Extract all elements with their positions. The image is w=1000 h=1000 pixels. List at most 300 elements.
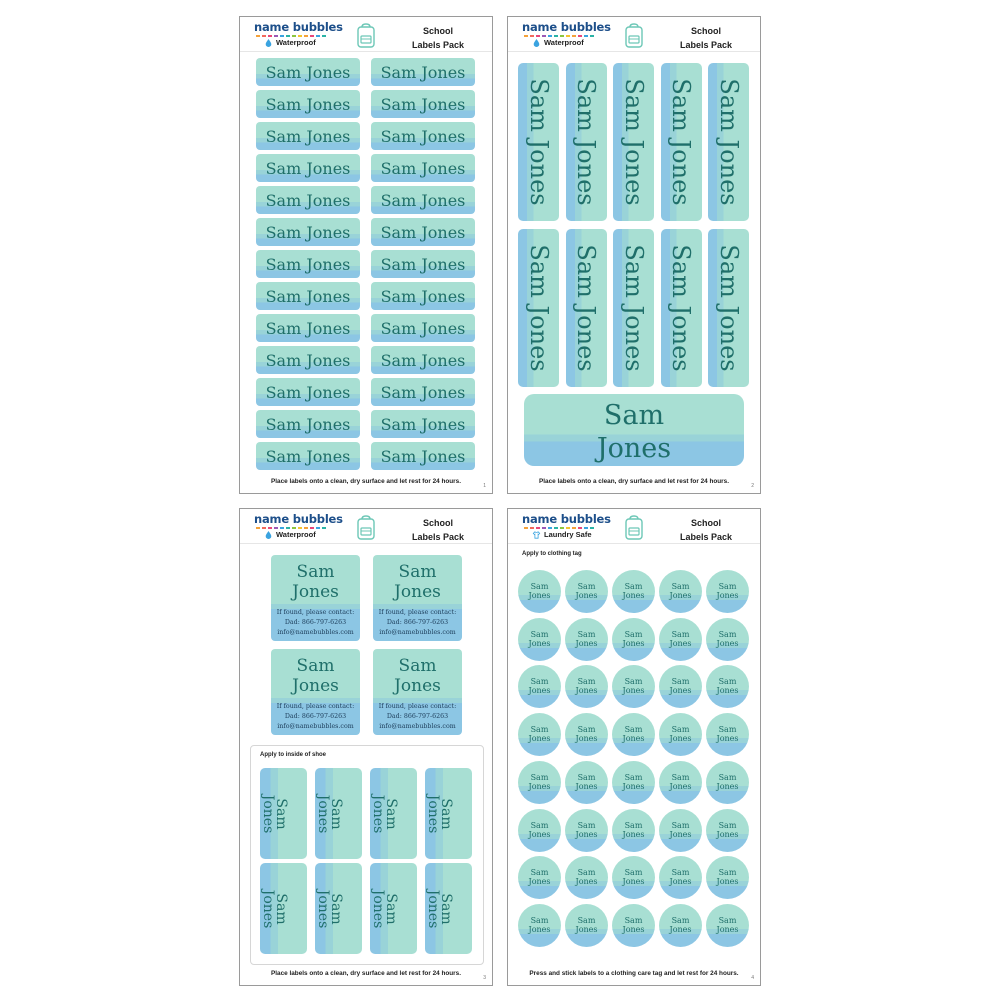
round-label-first: Sam	[577, 725, 596, 735]
name-label-text: Sam Jones	[265, 158, 351, 178]
large-label-first: Sam	[603, 400, 665, 431]
vertical-name-label	[708, 63, 749, 221]
round-label-last: Jones	[528, 781, 551, 791]
contact-email: info@namebubbles.com	[277, 723, 354, 730]
shoe-label-first: Sam	[328, 797, 344, 830]
shoe-instruction: Apply to inside of shoe	[260, 752, 327, 758]
brand-dot	[578, 527, 582, 529]
round-label-last: Jones	[575, 924, 598, 934]
contact-label	[271, 649, 360, 735]
round-clothing-label	[612, 809, 655, 852]
contact-email: info@namebubbles.com	[379, 629, 456, 636]
round-label-first: Sam	[718, 629, 737, 639]
round-clothing-label	[659, 809, 702, 852]
round-label-first: Sam	[718, 772, 737, 782]
round-label-last: Jones	[575, 829, 598, 839]
round-clothing-label	[518, 618, 561, 661]
round-clothing-label	[518, 665, 561, 708]
vertical-name-label	[708, 229, 749, 387]
vertical-label-text: Sam Jones	[619, 78, 648, 206]
brand-dot	[560, 35, 564, 37]
water-drop-icon	[264, 531, 273, 539]
round-label-last: Jones	[669, 877, 692, 887]
round-clothing-label	[565, 761, 608, 804]
round-label-last: Jones	[528, 924, 551, 934]
contact-phone: Dad: 866-797-6263	[386, 713, 449, 720]
name-label	[371, 410, 475, 438]
brand-dot	[256, 35, 260, 37]
round-clothing-label	[612, 761, 655, 804]
round-label-first: Sam	[671, 582, 690, 591]
round-label-first: Sam	[624, 725, 643, 735]
brand-logo	[522, 20, 611, 47]
round-clothing-label	[518, 856, 561, 899]
name-label	[256, 250, 360, 278]
round-label-last: Jones	[622, 591, 645, 600]
round-label-first: Sam	[671, 725, 690, 735]
round-label-last: Jones	[716, 686, 739, 696]
brand-dot	[286, 35, 290, 37]
brand-dot	[274, 35, 278, 37]
feature-badge	[264, 38, 343, 47]
round-label-first: Sam	[530, 629, 549, 639]
round-clothing-label	[706, 570, 749, 613]
name-label-text: Sam Jones	[380, 94, 466, 114]
feature-badge	[532, 530, 611, 539]
vertical-name-label	[613, 63, 654, 221]
sheet-title-line1: School	[690, 26, 721, 36]
name-label	[256, 410, 360, 438]
round-clothing-label	[612, 856, 655, 899]
feature-badge-text: Waterproof	[276, 530, 316, 539]
large-label-last: Jones	[596, 433, 672, 464]
round-label-first: Sam	[624, 629, 643, 639]
contact-line: If found, please contact:	[378, 703, 457, 710]
shoe-label-first: Sam	[438, 892, 454, 925]
round-label-last: Jones	[716, 924, 739, 934]
brand-dot	[274, 527, 278, 529]
brand-dots	[256, 527, 343, 529]
round-label-first: Sam	[671, 820, 690, 830]
vertical-name-label	[661, 229, 702, 387]
brand-dot	[292, 527, 296, 529]
round-label-last: Jones	[669, 591, 692, 600]
name-label-text: Sam Jones	[380, 62, 466, 82]
round-clothing-label	[565, 809, 608, 852]
contact-label-last: Jones	[292, 676, 339, 696]
round-label-last: Jones	[528, 734, 551, 744]
round-label-first: Sam	[530, 915, 549, 925]
contact-info	[373, 702, 462, 732]
name-label	[371, 250, 475, 278]
round-label-first: Sam	[718, 677, 737, 687]
round-label-first: Sam	[718, 868, 737, 878]
feature-badge	[532, 38, 611, 47]
round-clothing-label	[659, 618, 702, 661]
round-label-first: Sam	[718, 725, 737, 735]
water-drop-icon	[264, 39, 273, 47]
name-label	[371, 218, 475, 246]
round-clothing-label	[659, 713, 702, 756]
contact-label-last: Jones	[394, 582, 441, 602]
contact-label-first: Sam	[296, 656, 335, 676]
vertical-label-text: Sam Jones	[667, 244, 695, 372]
name-label-text: Sam Jones	[265, 286, 351, 306]
sheet-header	[508, 17, 760, 52]
brand-dot	[554, 35, 558, 37]
brand-dot	[280, 35, 284, 37]
vertical-label-text: Sam Jones	[714, 244, 743, 372]
round-label-first: Sam	[718, 820, 737, 830]
name-label	[371, 154, 475, 182]
name-label-text: Sam Jones	[380, 350, 466, 370]
round-label-first: Sam	[624, 820, 643, 830]
page-number: 3	[483, 975, 486, 981]
brand-dot	[298, 35, 302, 37]
brand-dot	[292, 35, 296, 37]
contact-email: info@namebubbles.com	[379, 723, 456, 730]
round-label-first: Sam	[671, 868, 690, 878]
shoe-label-first: Sam	[383, 892, 399, 925]
round-label-first: Sam	[577, 582, 596, 591]
round-label-last: Jones	[669, 924, 692, 934]
name-label-text: Sam Jones	[265, 414, 351, 434]
round-clothing-label	[659, 761, 702, 804]
round-label-last: Jones	[622, 877, 645, 887]
brand-dot	[268, 35, 272, 37]
sheet-title	[398, 516, 478, 544]
feature-badge-text: Waterproof	[276, 38, 316, 47]
feature-badge-text: Laundry Safe	[544, 530, 592, 539]
shoe-label-last: Jones	[315, 889, 331, 928]
sheet-footer: Place labels onto a clean, dry surface and let rest for 24 hours.	[270, 970, 461, 977]
brand-dot	[298, 527, 302, 529]
brand-name: name bubbles	[254, 512, 343, 526]
round-label-last: Jones	[622, 924, 645, 934]
brand-dot	[268, 527, 272, 529]
vertical-label-text: Sam Jones	[524, 244, 553, 372]
name-label	[371, 282, 475, 310]
name-label-text: Sam Jones	[380, 318, 466, 338]
shoe-label-last: Jones	[260, 794, 276, 833]
brand-name: name bubbles	[522, 20, 611, 34]
round-label-last: Jones	[622, 686, 645, 696]
name-label	[256, 58, 360, 86]
shoe-label-first: Sam	[273, 892, 289, 925]
brand-dots	[524, 35, 611, 37]
name-label	[256, 442, 360, 470]
round-label-last: Jones	[716, 734, 739, 744]
sheet-title-line2: Labels Pack	[679, 532, 733, 542]
round-clothing-label	[659, 570, 702, 613]
brand-dot	[590, 527, 594, 529]
name-label	[256, 378, 360, 406]
round-label-last: Jones	[575, 734, 598, 744]
round-label-first: Sam	[577, 915, 596, 925]
sheet-title	[666, 24, 746, 52]
name-label-text: Sam Jones	[380, 414, 466, 434]
name-label-text: Sam Jones	[265, 94, 351, 114]
brand-dot	[304, 527, 308, 529]
round-clothing-label	[612, 570, 655, 613]
round-clothing-label	[612, 665, 655, 708]
round-label-first: Sam	[624, 915, 643, 925]
round-clothing-label	[518, 904, 561, 947]
brand-logo	[254, 20, 343, 47]
vertical-name-label	[518, 63, 559, 221]
round-clothing-label	[706, 904, 749, 947]
contact-line: If found, please contact:	[276, 703, 355, 710]
contact-phone: Dad: 866-797-6263	[284, 619, 347, 626]
contact-email: info@namebubbles.com	[277, 629, 354, 636]
sheet-footer: Press and stick labels to a clothing care tag and let rest for 24 hours.	[529, 970, 739, 977]
round-label-first: Sam	[671, 629, 690, 639]
clothing-instruction: Apply to clothing tag	[522, 551, 582, 557]
name-label	[256, 122, 360, 150]
name-label-text: Sam Jones	[380, 190, 466, 210]
round-label-first: Sam	[577, 820, 596, 830]
page-number: 2	[751, 483, 754, 489]
brand-dot	[584, 527, 588, 529]
vertical-label-text: Sam Jones	[572, 244, 600, 372]
sheet-header	[240, 17, 492, 52]
name-label-text: Sam Jones	[265, 350, 351, 370]
shirt-icon	[532, 531, 541, 539]
brand-dot	[262, 35, 266, 37]
contact-label-last: Jones	[394, 676, 441, 696]
round-clothing-label	[659, 665, 702, 708]
round-clothing-label	[706, 618, 749, 661]
sheet-footer: Place labels onto a clean, dry surface and let rest for 24 hours.	[538, 478, 729, 485]
contact-info	[271, 608, 360, 638]
round-label-last: Jones	[716, 877, 739, 887]
shoe-label	[315, 768, 362, 859]
name-label-text: Sam Jones	[265, 382, 351, 402]
round-label-last: Jones	[669, 781, 692, 791]
round-label-last: Jones	[575, 877, 598, 887]
brand-dot	[322, 35, 326, 37]
round-clothing-label	[659, 904, 702, 947]
round-clothing-label	[518, 713, 561, 756]
shoe-label-last: Jones	[260, 889, 276, 928]
round-label-first: Sam	[718, 582, 737, 591]
brand-dot	[548, 35, 552, 37]
shoe-label-first: Sam	[273, 797, 289, 830]
brand-dots	[256, 35, 343, 37]
sheet-title	[666, 516, 746, 544]
brand-dot	[304, 35, 308, 37]
contact-phone: Dad: 866-797-6263	[386, 619, 449, 626]
round-label-first: Sam	[530, 725, 549, 735]
backpack-icon	[624, 23, 644, 49]
name-label-text: Sam Jones	[380, 222, 466, 242]
round-clothing-label	[565, 618, 608, 661]
round-clothing-label	[565, 713, 608, 756]
contact-line: If found, please contact:	[276, 609, 355, 616]
shoe-label	[425, 863, 472, 954]
vertical-name-label	[661, 63, 702, 221]
sheet-title	[398, 24, 478, 52]
name-label	[371, 378, 475, 406]
round-label-first: Sam	[671, 915, 690, 925]
round-clothing-label	[518, 761, 561, 804]
contact-label-first: Sam	[398, 562, 437, 582]
brand-dot	[256, 527, 260, 529]
round-label-last: Jones	[716, 591, 739, 600]
round-label-last: Jones	[528, 638, 551, 648]
brand-dot	[322, 527, 326, 529]
brand-dot	[548, 527, 552, 529]
contact-info	[271, 702, 360, 732]
sheet-title-line2: Labels Pack	[411, 532, 465, 542]
shoe-label	[260, 768, 307, 859]
vertical-label-text: Sam Jones	[667, 78, 695, 206]
brand-dot	[572, 527, 576, 529]
brand-dot	[310, 527, 314, 529]
round-label-first: Sam	[530, 868, 549, 878]
name-label-text: Sam Jones	[380, 382, 466, 402]
page-number: 4	[751, 975, 754, 981]
round-clothing-label	[518, 570, 561, 613]
round-label-first: Sam	[624, 677, 643, 687]
shoe-label	[315, 863, 362, 954]
brand-logo	[254, 512, 343, 539]
name-label-text: Sam Jones	[265, 126, 351, 146]
round-label-last: Jones	[528, 591, 551, 600]
brand-dot	[524, 35, 528, 37]
round-label-last: Jones	[669, 734, 692, 744]
name-label	[371, 58, 475, 86]
round-label-last: Jones	[622, 829, 645, 839]
round-clothing-label	[612, 618, 655, 661]
round-clothing-label	[612, 904, 655, 947]
round-label-last: Jones	[575, 638, 598, 648]
round-label-first: Sam	[718, 915, 737, 925]
name-label	[371, 186, 475, 214]
contact-label-first: Sam	[398, 656, 437, 676]
name-label	[371, 346, 475, 374]
brand-dot	[542, 527, 546, 529]
name-label	[256, 314, 360, 342]
vertical-name-label	[566, 63, 607, 221]
round-label-last: Jones	[575, 686, 598, 696]
shoe-label-first: Sam	[328, 892, 344, 925]
brand-dot	[530, 35, 534, 37]
round-label-first: Sam	[671, 772, 690, 782]
brand-dot	[572, 35, 576, 37]
vertical-label-text: Sam Jones	[572, 78, 600, 206]
round-label-first: Sam	[671, 677, 690, 687]
sheet-title-line2: Labels Pack	[679, 40, 733, 50]
round-label-first: Sam	[530, 820, 549, 830]
brand-name: name bubbles	[254, 20, 343, 34]
round-clothing-label	[706, 761, 749, 804]
round-clothing-label	[565, 570, 608, 613]
name-label-text: Sam Jones	[265, 190, 351, 210]
brand-dot	[536, 35, 540, 37]
contact-label	[271, 555, 360, 641]
round-clothing-label	[612, 713, 655, 756]
round-clothing-label	[565, 856, 608, 899]
shoe-label-last: Jones	[315, 794, 331, 833]
brand-name: name bubbles	[522, 512, 611, 526]
shoe-label-last: Jones	[370, 889, 386, 928]
round-clothing-label	[518, 809, 561, 852]
round-label-last: Jones	[575, 781, 598, 791]
brand-dot	[316, 527, 320, 529]
sheet-title-line1: School	[422, 518, 453, 528]
brand-dot	[590, 35, 594, 37]
round-clothing-label	[565, 904, 608, 947]
round-label-last: Jones	[622, 781, 645, 791]
shoe-label	[370, 863, 417, 954]
round-label-last: Jones	[622, 638, 645, 648]
brand-dot	[566, 527, 570, 529]
contact-label	[373, 555, 462, 641]
round-label-first: Sam	[577, 629, 596, 639]
large-name-label	[524, 394, 744, 466]
sheet-header	[508, 509, 760, 544]
name-label	[371, 314, 475, 342]
backpack-icon	[624, 515, 644, 541]
name-label	[256, 154, 360, 182]
contact-label-last: Jones	[292, 582, 339, 602]
brand-dot	[316, 35, 320, 37]
brand-dot	[560, 527, 564, 529]
round-clothing-label	[706, 665, 749, 708]
name-label-text: Sam Jones	[380, 446, 466, 466]
round-label-first: Sam	[530, 677, 549, 687]
brand-dot	[542, 35, 546, 37]
round-clothing-label	[706, 713, 749, 756]
name-label-text: Sam Jones	[265, 222, 351, 242]
brand-dot	[530, 527, 534, 529]
round-clothing-label	[659, 856, 702, 899]
sheet-header	[240, 509, 492, 544]
round-label-first: Sam	[624, 868, 643, 878]
brand-dot	[280, 527, 284, 529]
shoe-label	[370, 768, 417, 859]
label-sheet-3	[239, 508, 493, 986]
brand-dot	[536, 527, 540, 529]
name-label	[256, 186, 360, 214]
round-label-last: Jones	[669, 829, 692, 839]
round-label-last: Jones	[528, 829, 551, 839]
shoe-label	[425, 768, 472, 859]
brand-dot	[554, 527, 558, 529]
round-label-last: Jones	[622, 734, 645, 744]
round-clothing-label	[706, 856, 749, 899]
name-label-text: Sam Jones	[265, 62, 351, 82]
round-label-first: Sam	[624, 772, 643, 782]
name-label	[256, 282, 360, 310]
vertical-label-text: Sam Jones	[619, 244, 648, 372]
brand-dot	[584, 35, 588, 37]
round-label-last: Jones	[716, 781, 739, 791]
backpack-icon	[356, 23, 376, 49]
round-label-first: Sam	[530, 582, 549, 591]
shoe-label	[260, 863, 307, 954]
brand-dot	[262, 527, 266, 529]
feature-badge	[264, 530, 343, 539]
round-label-first: Sam	[530, 772, 549, 782]
water-drop-icon	[532, 39, 541, 47]
round-label-first: Sam	[624, 582, 643, 591]
round-label-first: Sam	[577, 677, 596, 687]
brand-logo	[522, 512, 611, 539]
brand-dot	[310, 35, 314, 37]
round-label-last: Jones	[528, 686, 551, 696]
